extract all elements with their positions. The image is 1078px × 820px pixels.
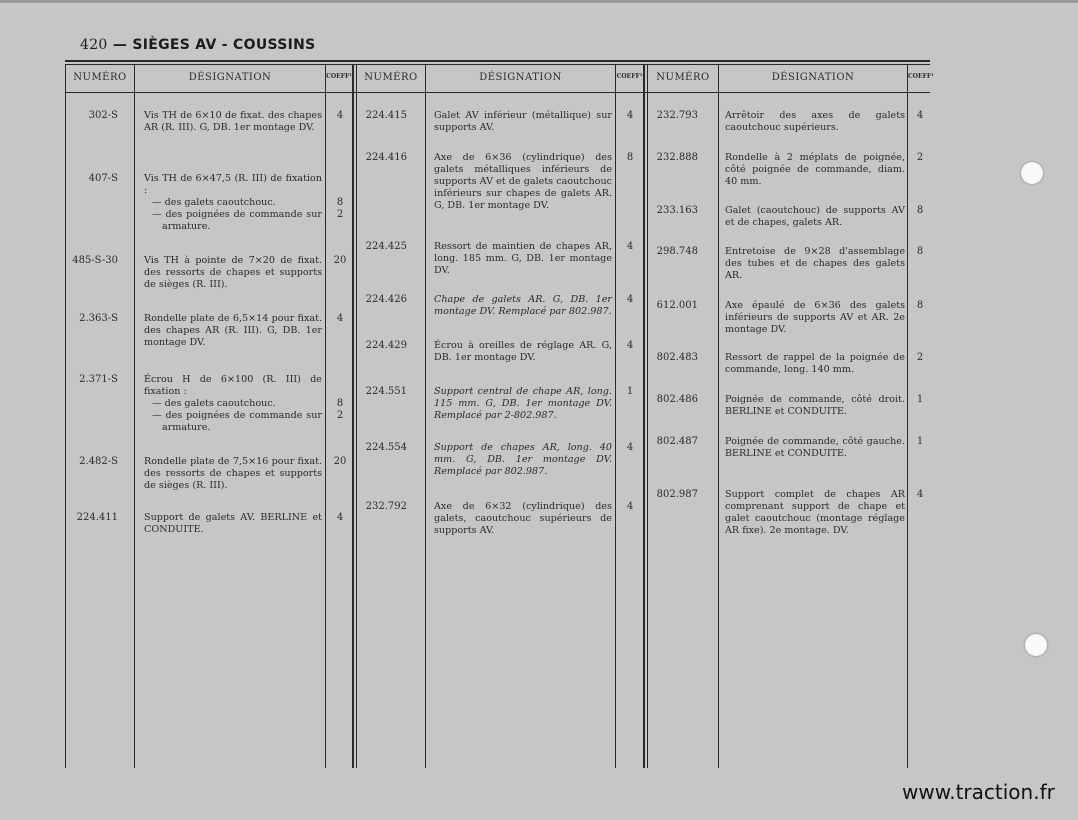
part-number: 224.411	[76, 512, 118, 523]
page-number: 420	[80, 37, 108, 53]
part-number: 224.415	[365, 110, 407, 121]
part-number: 407-S	[88, 173, 118, 184]
table-header-rule	[65, 92, 930, 93]
designation-subitem: — des poignées de commande sur armature.	[152, 209, 322, 232]
coefficient: 8	[336, 398, 344, 409]
part-number: 224.426	[365, 294, 407, 305]
table-top-rule-2	[65, 64, 930, 65]
part-number: 224.425	[365, 241, 407, 252]
designation-text: Vis TH de 6×47,5 (R. III) de fixation :	[144, 173, 322, 196]
watermark: www.traction.fr	[902, 780, 1055, 804]
part-number: 2.363-S	[79, 313, 118, 324]
designation-text: Galet AV inférieur (métallique) sur supports AV.	[434, 110, 612, 133]
part-designation	[144, 313, 322, 349]
col-rule-double	[356, 64, 357, 768]
col-header-numero: NUMÉRO	[656, 72, 710, 83]
col-header-numero: NUMÉRO	[364, 72, 418, 83]
col-header-numero: NUMÉRO	[73, 72, 127, 83]
punch-hole	[1021, 162, 1043, 184]
col-rule	[65, 64, 66, 768]
coefficient: 1	[626, 386, 634, 397]
coefficient: 20	[333, 255, 347, 266]
coefficient: 4	[626, 110, 634, 121]
part-number: 298.748	[656, 246, 698, 257]
designation-subitem: — des galets caoutchouc.	[152, 398, 276, 409]
part-designation	[434, 340, 612, 364]
part-number: 232.793	[656, 110, 698, 121]
part-number: 224.551	[365, 386, 407, 397]
coefficient: 8	[336, 197, 344, 208]
designation-text: Écrou H de 6×100 (R. III) de fixation :	[144, 374, 322, 397]
designation-text: Axe épaulé de 6×36 des galets inférieurs de supports AV et AR. 2e montage DV.	[725, 300, 905, 335]
coefficient: 4	[626, 340, 634, 351]
designation-text: Rondelle plate de 7,5×16 pour fixat. des ressorts de chapes et supports de sièges (R. III).	[144, 456, 322, 491]
part-designation	[144, 173, 322, 233]
designation-text: Axe de 6×32 (cylindrique) des galets, caoutchouc supérieurs de supports AV.	[434, 501, 612, 536]
coefficient: 4	[336, 512, 344, 523]
part-designation	[434, 110, 612, 134]
part-number: 802.487	[656, 436, 698, 447]
part-designation	[434, 294, 612, 318]
coefficient: 1	[916, 394, 924, 405]
col-rule	[425, 64, 426, 768]
designation-text: Support de galets AV. BERLINE et CONDUITE.	[144, 512, 322, 535]
designation-text: Rondelle plate de 6,5×14 pour fixat. des chapes AR (R. III). G, DB. 1er montage DV.	[144, 313, 322, 348]
designation-text: Rondelle à 2 méplats de poignée, côté poignée de commande, diam. 40 mm.	[725, 152, 905, 187]
part-designation	[144, 456, 322, 492]
part-designation	[725, 436, 905, 460]
coefficient: 4	[916, 110, 924, 121]
designation-text: Support de chapes AR, long. 40 mm. G, DB. 1er montage DV. Remplacé par 802.987.	[434, 442, 612, 477]
part-number: 233.163	[656, 205, 698, 216]
page-header	[80, 37, 316, 53]
part-number: 232.792	[365, 501, 407, 512]
part-designation	[725, 300, 905, 336]
coefficient: 20	[333, 456, 347, 467]
part-number: 2.371-S	[79, 374, 118, 385]
header-dash: —	[112, 37, 128, 53]
designation-text: Poignée de commande, côté gauche. BERLINE et CONDUITE.	[725, 436, 905, 459]
col-header-coeff: COEFF¹	[908, 73, 934, 80]
coefficient: 4	[626, 442, 634, 453]
part-designation	[725, 110, 905, 134]
coefficient: 4	[336, 110, 344, 121]
col-header-designation: DÉSIGNATION	[188, 72, 272, 83]
col-rule-double	[352, 64, 354, 768]
coefficient: 4	[626, 241, 634, 252]
col-rule	[325, 64, 326, 768]
col-rule	[615, 64, 616, 768]
coefficient: 8	[916, 246, 924, 257]
part-number: 612.001	[656, 300, 698, 311]
part-designation	[725, 152, 905, 188]
coefficient: 2	[336, 209, 344, 220]
part-number: 802.486	[656, 394, 698, 405]
col-rule	[134, 64, 135, 768]
punch-hole	[1025, 634, 1047, 656]
col-rule-double	[643, 64, 645, 768]
coefficient: 8	[916, 300, 924, 311]
part-designation	[434, 386, 612, 422]
coefficient: 1	[916, 436, 924, 447]
designation-text: Axe de 6×36 (cylindrique) des galets métalliques inférieurs de supports AV et de galets caoutchouc inférieurs sur chapes de galets AR. G, DB. 1er montage DV.	[434, 152, 612, 211]
part-designation	[144, 110, 322, 134]
page-edge	[0, 0, 1078, 3]
part-number: 802.483	[656, 352, 698, 363]
designation-text: Entretoise de 9×28 d'assemblage des tubes et de chapes des galets AR.	[725, 246, 905, 281]
part-number: 224.416	[365, 152, 407, 163]
coefficient: 4	[336, 313, 344, 324]
coefficient: 2	[916, 352, 924, 363]
part-designation	[434, 442, 612, 478]
designation-text: Ressort de rappel de la poignée de commande, long. 140 mm.	[725, 352, 905, 375]
designation-text: Galet (caoutchouc) de supports AV et de chapes, galets AR.	[725, 205, 905, 228]
designation-text: Chape de galets AR. G, DB. 1er montage DV. Remplacé par 802.987.	[434, 294, 612, 317]
part-designation	[434, 241, 612, 277]
part-designation	[725, 394, 905, 418]
col-header-designation: DÉSIGNATION	[771, 72, 855, 83]
col-rule	[907, 64, 908, 768]
coefficient: 2	[336, 410, 344, 421]
col-header-coeff: COEFF¹	[616, 73, 643, 80]
col-header-coeff: COEFF¹	[326, 73, 352, 80]
page-title: SIÈGES AV - COUSSINS	[132, 37, 316, 53]
part-number: 485-S-30	[72, 255, 118, 266]
part-number: 802.987	[656, 489, 698, 500]
part-designation	[725, 205, 905, 229]
designation-text: Vis TH à pointe de 7×20 de fixat. des ressorts de chapes et supports de sièges (R. III).	[144, 255, 322, 290]
designation-subitem: — des poignées de commande sur armature.	[152, 410, 322, 433]
designation-text: Support complet de chapes AR comprenant support de chape et galet caoutchouc (montage réglage AR fixe). 2e montage. DV.	[725, 489, 905, 536]
part-designation	[144, 374, 322, 434]
table-top-rule	[65, 60, 930, 62]
designation-text: Support central de chape AR, long. 115 mm. G, DB. 1er montage DV. Remplacé par 2-802.987.	[434, 386, 612, 421]
part-designation	[725, 489, 905, 537]
designation-text: Vis TH de 6×10 de fixat. des chapes AR (R. III). G, DB. 1er montage DV.	[144, 110, 322, 133]
designation-text: Arrêtoir des axes de galets caoutchouc supérieurs.	[725, 110, 905, 133]
coefficient: 8	[916, 205, 924, 216]
part-number: 232.888	[656, 152, 698, 163]
designation-subitem: — des galets caoutchouc.	[152, 197, 276, 208]
part-designation	[144, 512, 322, 536]
part-number: 224.429	[365, 340, 407, 351]
col-rule-double	[647, 64, 648, 768]
coefficient: 8	[626, 152, 634, 163]
coefficient: 4	[916, 489, 924, 500]
part-number: 2.482-S	[79, 456, 118, 467]
coefficient: 4	[626, 294, 634, 305]
part-designation	[434, 501, 612, 537]
part-number: 302-S	[88, 110, 118, 121]
col-rule	[718, 64, 719, 768]
col-header-designation: DÉSIGNATION	[479, 72, 562, 83]
designation-text: Poignée de commande, côté droit. BERLINE et CONDUITE.	[725, 394, 905, 417]
part-designation	[725, 246, 905, 282]
part-designation	[725, 352, 905, 376]
coefficient: 4	[626, 501, 634, 512]
designation-text: Écrou à oreilles de réglage AR. G, DB. 1er montage DV.	[434, 340, 612, 363]
part-designation	[144, 255, 322, 291]
part-designation	[434, 152, 612, 212]
part-number: 224.554	[365, 442, 407, 453]
coefficient: 2	[916, 152, 924, 163]
designation-text: Ressort de maintien de chapes AR, long. 185 mm. G, DB. 1er montage DV.	[434, 241, 612, 276]
